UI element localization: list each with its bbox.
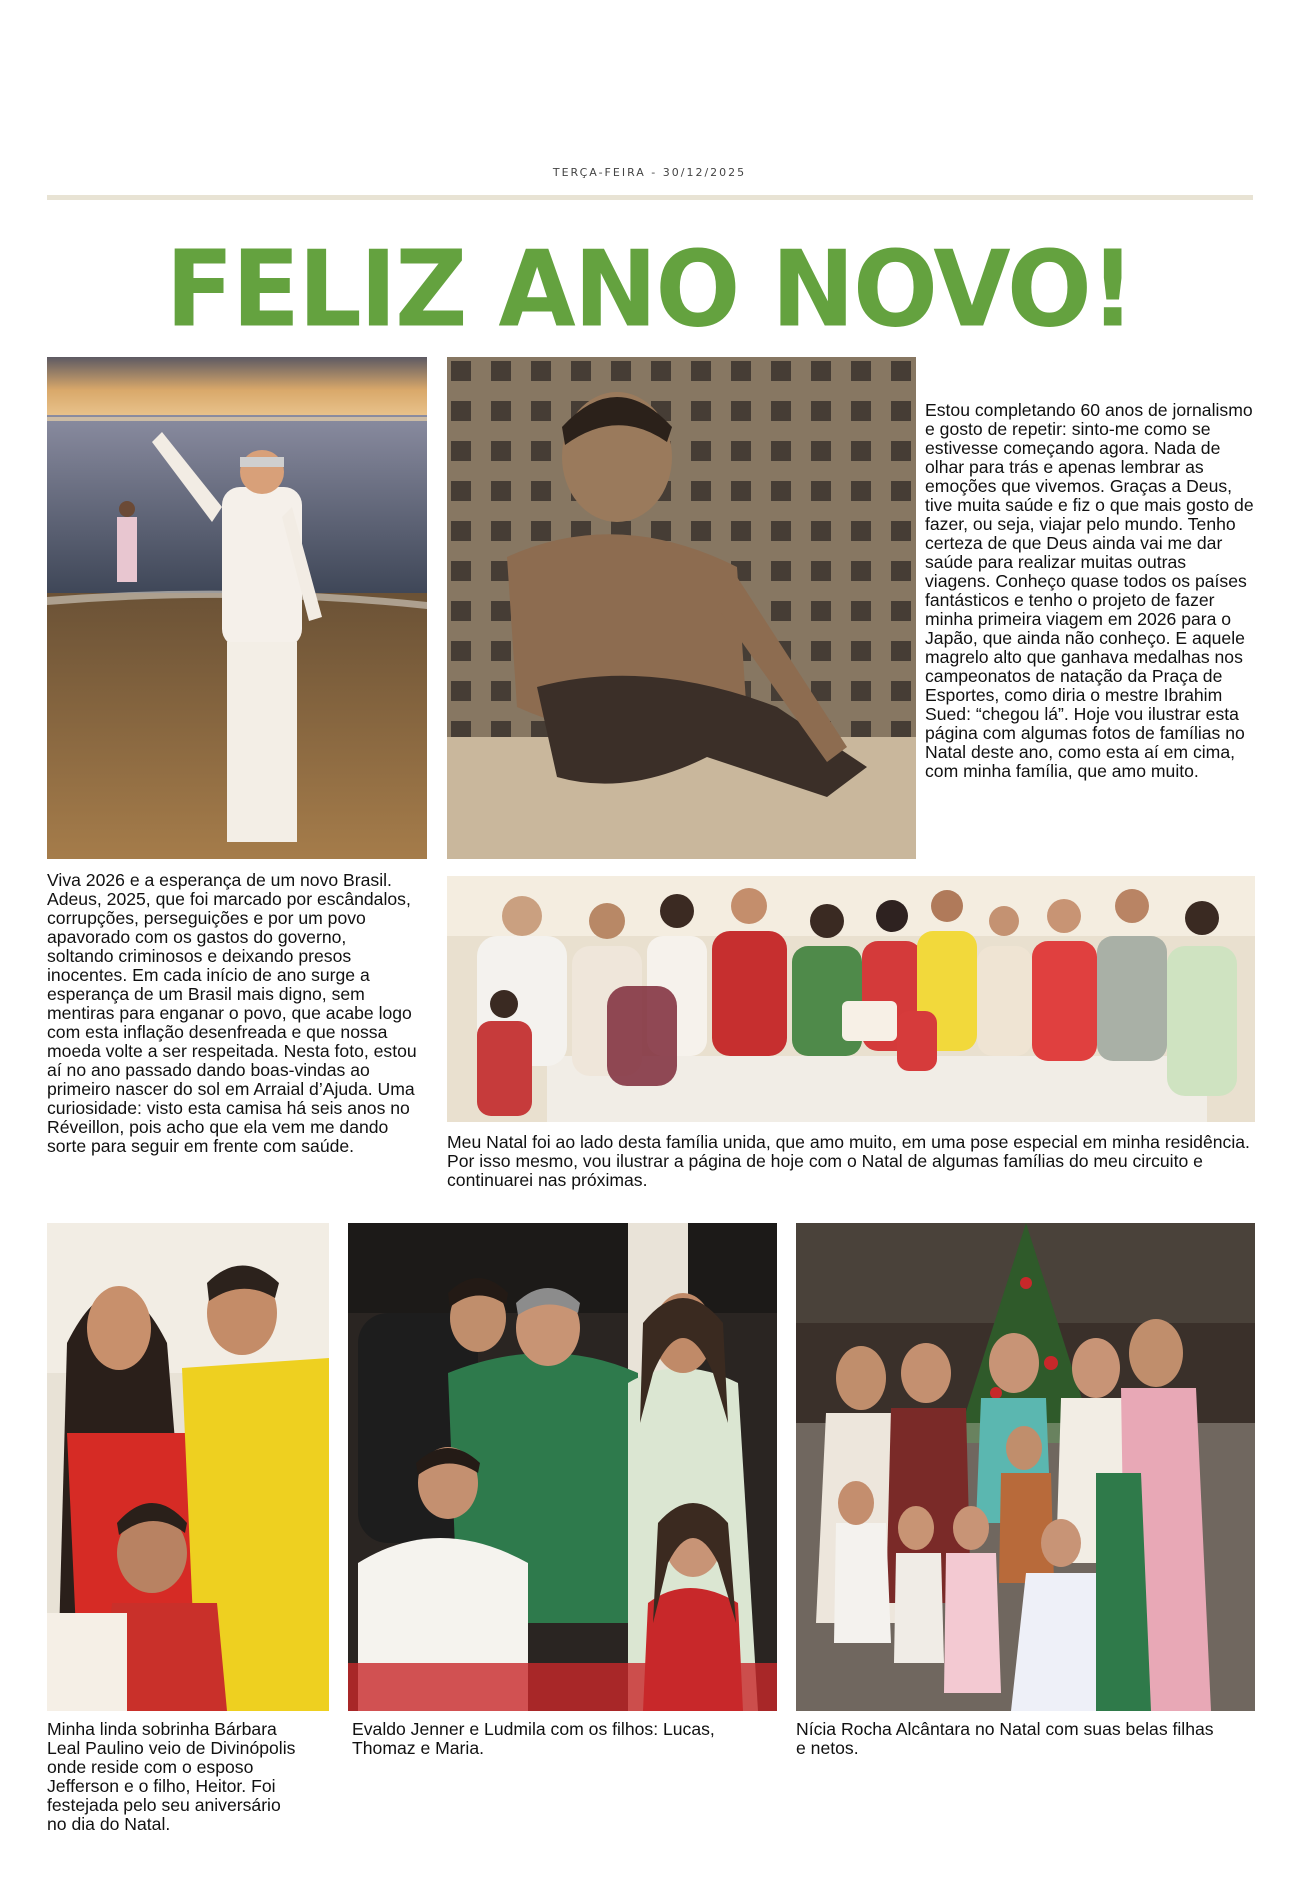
main-article-text: Estou completando 60 anos de jornalismo e gosto de repetir: sinto-me como se estivesse começando agora. Nada de olhar para trás e apenas lembrar as emoções que vivemos. Graças a Deus, tive muita saúde e fiz o que mais gosto de fazer, ou seja, viajar pelo mundo. Tenho certeza de que Deus ainda vai me dar saúde para realizar muitas outras viagens. Conheço quase todos os países fantásticos e tenho o projeto de fazer minha primeira viagem em 2026 para o Japão, que ainda não conheço. E aquele magrelo alto que ganhava medalhas nos campeonatos de natação da Praça de Esportes, como diria o mestre Ibrahim Sued: “chegou lá”. Hoje vou ilustrar esta página com algumas fotos de famílias no Natal deste ano, como esta aí em cima, com minha família, que amo muito. bbox=[925, 400, 1254, 781]
beach-photo bbox=[47, 357, 427, 859]
family-photo-caption: Meu Natal foi ao lado desta família unida, que amo muito, em uma pose especial em minha residência. Por isso mesmo, vou ilustrar a página de hoje com o Natal de algumas famílias do meu circuito e continuarei nas próximas. bbox=[447, 1132, 1250, 1190]
niece-photo-caption: Minha linda sobrinha Bárbara Leal Paulino veio de Divinópolis onde reside com o esposo Jefferson e o filho, Heitor. Foi festejada pelo seu aniversário no dia do Natal. bbox=[47, 1719, 296, 1834]
page-headline: FELIZ ANO NOVO! bbox=[165, 228, 1134, 351]
nicia-family-photo bbox=[796, 1223, 1255, 1711]
family-christmas-photo bbox=[447, 876, 1255, 1122]
niece-couple-photo bbox=[47, 1223, 329, 1711]
evaldo-photo-caption: Evaldo Jenner e Ludmila com os filhos: Lucas, Thomaz e Maria. bbox=[352, 1719, 715, 1758]
vintage-portrait-photo bbox=[447, 357, 916, 859]
nicia-photo-caption: Nícia Rocha Alcântara no Natal com suas belas filhas e netos. bbox=[796, 1719, 1214, 1758]
evaldo-family-photo bbox=[348, 1223, 777, 1711]
beach-article-text: Viva 2026 e a esperança de um novo Brasil. Adeus, 2025, que foi marcado por escândalos, corrupções, perseguições e por um povo apavorado com os gastos do governo, soltando criminosos e deixando presos inocentes. Em cada início de ano surge a esperança de um Brasil mais digno, sem mentiras para enganar o povo, que acabe logo com esta inflação desenfreada e que nossa moeda volte a ser respeitada. Nesta foto, estou aí no ano passado dando boas-vindas ao primeiro nascer do sol em Arraial d’Ajuda. Uma curiosidade: visto esta camisa há seis anos no Réveillon, pois acho que ela vem me dando sorte para seguir em frente com saúde. bbox=[47, 870, 417, 1156]
header-divider bbox=[47, 195, 1253, 200]
date-line: TERÇA-FEIRA - 30/12/2025 bbox=[552, 166, 747, 179]
